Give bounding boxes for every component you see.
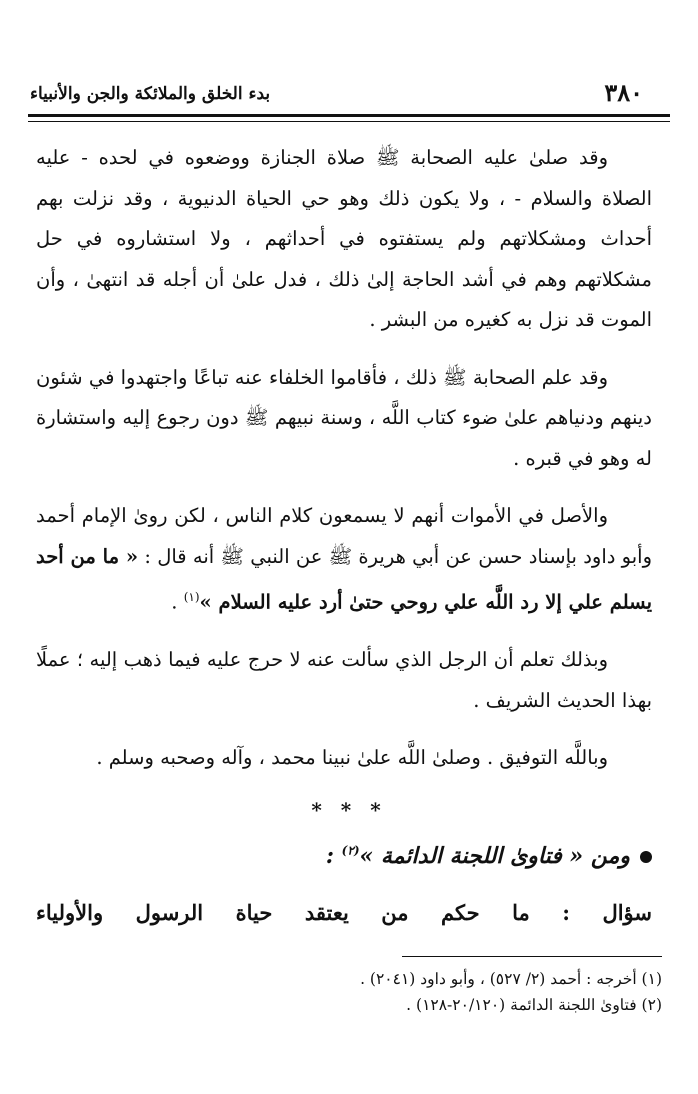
paragraph: وقد علم الصحابة ﷺ ذلك ، فأقاموا الخلفاء عنه تباعًا واجتهدوا في شئون دينهم ودنياهم علىٰ ضوء كتاب اللَّه ، وسنة نبيهم ﷺ دون رجوع إليه واستشارة له وهو في قبره . — [36, 365, 652, 470]
paragraph: وبذلك تعلم أن الرجل الذي سألت عنه لا حرج عليه فيما ذهب إليه ؛ عملًا بهذا الحديث الشريف . — [36, 648, 652, 712]
footnote: (٢) فتاوىٰ اللجنة الدائمة (٢٠/١٢٠-١٢٨) . — [406, 996, 662, 1014]
running-title: بدء الخلق والملائكة والجن والأنبياء — [30, 84, 271, 104]
page-header — [30, 78, 668, 118]
fatawa-heading — [36, 843, 652, 869]
paragraph: وقد صلىٰ عليه الصحابة ﷺ صلاة الجنازة ووضعوه في لحده - عليه الصلاة والسلام - ، ولا يكون ذلك وهو حي الحياة الدنيوية ، وقد نزلت بهم أحداث ومشكلاتهم ولم يستفتوه في أحداثهم ، ولا استشاروه في حل مشكلاتهم وهم في أشد الحاجة إلىٰ ذلك ، فدل علىٰ أن أجله قد انتهىٰ ، وأن الموت قد نزل به كغيره من البشر . — [36, 146, 652, 331]
footnotes — [36, 966, 662, 1018]
footnote-ref: (٢) — [341, 843, 360, 858]
footnote-ref: (١) — [183, 590, 200, 604]
question-line: سؤال : ما حكم من يعتقد حياة الرسول والأولياء — [36, 900, 652, 925]
header-rule-thick — [28, 114, 670, 117]
footnote-rule — [402, 956, 662, 957]
footnote: (١) أخرجه : أحمد (٢/ ٥٢٧) ، وأبو داود (٢٠٤١) . — [360, 970, 662, 988]
paragraph-text: والأصل في الأموات أنهم لا يسمعون كلام الناس ، لكن روىٰ الإمام أحمد وأبو داود بإسناد حسن عن أبي هريرة ﷺ عن النبي ﷺ أنه قال : — [36, 504, 653, 568]
body-text — [36, 138, 652, 779]
page-number: ٣٨٠ — [604, 78, 643, 107]
section-separator: * * * — [311, 798, 387, 822]
fatawa-heading-text: ومن « فتاوىٰ اللجنة الدائمة » — [359, 843, 630, 869]
bullet-icon — [640, 851, 652, 863]
hadith-quote: « ما من أحد يسلم علي إلا رد اللَّه علي روحي حتىٰ أرد عليه السلام » — [36, 544, 652, 614]
paragraph: وباللَّه التوفيق . وصلىٰ اللَّه علىٰ نبينا محمد ، وآله وصحبه وسلم . — [96, 746, 608, 769]
heading-colon: : — [325, 843, 334, 869]
quote-end: . — [171, 590, 178, 614]
header-rule-thin — [28, 121, 670, 122]
paragraph-hadith — [36, 496, 652, 623]
